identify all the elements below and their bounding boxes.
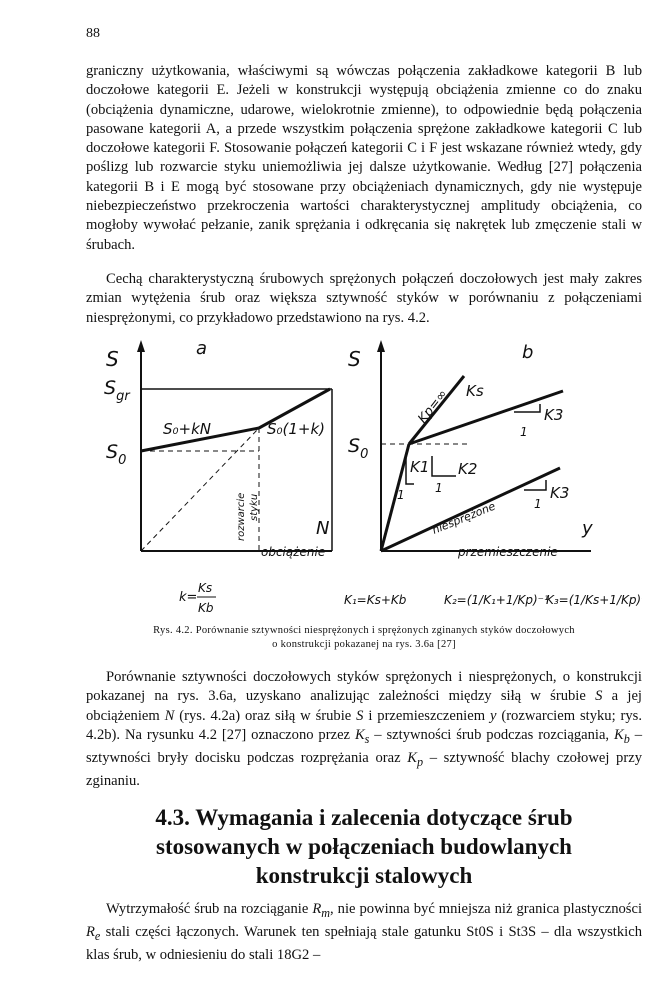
paragraph-4: Wytrzymałość śrub na rozciąganie $R_m$, nie powinna być mniejsza niż granica plastyczności $R_e$ stali części łączonych. Warunek ten spełniają stale gatunku St0S i St3S – dla wszystkich klas śrub, w odniesieniu do stali 18G2 – — [86, 901, 643, 964]
panel-b-ks: Ks — [466, 382, 484, 400]
paragraph-1: graniczny użytkowania, właściwymi są wówczas połączenia zakładkowe kategorii B lub doczołowe kategorii E. Jeżeli w konstrukcji występują obciążenia zmienne co do znaku (obciążenia dynamiczne, udarowe, wielokrotnie zmienne), to odpowiednie będą połączenia pasowane kategorii A, a przede wszystkim połączenia sprężone zakładkowe kategorii C lub doczołowe kategorii F. Stosowanie połączeń kategorii C i F jest wskazane również wtedy, gdy poślizg lub rozwarcie styku uniemożliwia jej dalsze użytkowanie. Według [27] połączenia kategorii B i E mogą być stosowane przy obciążeniach dynamicznych, gdy nie występuje niebezpieczeństwo przekroczenia wartości charakterystycznej amplitudy obciążenia, co mogłoby wywołać pełzanie, zanik sprężania i odkręcania się nakrętek lub zmęczenie stali w śrubach. — [86, 63, 642, 253]
panel-a-formula-num: Ks — [198, 581, 213, 595]
panel-b — [377, 340, 591, 551]
panel-a-point-label: S₀(1+k) — [267, 420, 326, 438]
panel-b-formula-k1: K₁=Ks+Kb — [344, 593, 407, 607]
panel-a-xlabel: obciążenie — [261, 545, 326, 559]
panel-b-k3-lower: K3 — [550, 484, 570, 502]
panel-a-s0: $S_0$ — [106, 441, 127, 468]
caption-line-1: Rys. 4.2. Porównanie sztywności niesprężonych i sprężonych zginanych styków doczołowych — [153, 625, 575, 636]
paragraph-3: Porównanie sztywności doczołowych styków sprężonych i niesprężonych, o konstrukcji pokazanej na rys. 3.6a, uzyskano analizując zależności między siłą w śrubie S a jej obciążeniem N (rys. 4.2a) oraz siłą w śrubie S i przemieszczeniem y (rozwarciem styku; rys. 4.2b). Na rysunku 4.2 [27] oznaczono przez $K_s$ – sztywności śrub podczas rozciągania, $K_b$ – sztywności bryły docisku podczas rozprężania oraz $K_p$ – sztywność blachy czołowej przy zginaniu. — [86, 669, 643, 790]
panel-a-line-label: S₀+kN — [163, 420, 212, 438]
panel-a — [137, 340, 332, 551]
panel-b-k1: K1 — [410, 458, 430, 476]
caption-line-2: o konstrukcji pokazanej na rys. 3.6a [27] — [272, 639, 456, 650]
page-number: 88 — [86, 26, 100, 41]
panel-b-k3-lower-triangle — [524, 480, 546, 490]
panel-b-one-mid: 1 — [435, 481, 443, 495]
panel-b-letter: b — [522, 342, 534, 363]
panel-b-niesprezone: niesprężone — [430, 499, 498, 537]
panel-a-y-arrow — [137, 340, 145, 352]
panel-b-one-lower: 1 — [534, 497, 542, 511]
panel-b-formula-k2: K₂=(1/K₁+1/Kp)⁻¹ — [444, 593, 549, 607]
heading-line-3: konstrukcji stalowych — [255, 863, 473, 888]
panel-b-formula-k3: K₃=(1/Ks+1/Kp)⁻¹ — [546, 593, 642, 607]
figure-4-2 — [86, 336, 642, 629]
paragraph-2: Cechą charakterystyczną śrubowych sprężonych połączeń doczołowych jest mały zakres zmian wytężenia śrub oraz większa sztywność styków w porównaniu z połączeniami niesprężonymi, co przykładowo przedstawiono na rys. 4.2. — [86, 271, 642, 326]
panel-a-sgr: $S_{gr}$ — [104, 377, 130, 404]
figure-caption — [86, 624, 642, 652]
panel-a-axis-x: N — [316, 518, 330, 539]
panel-b-axis-x: y — [582, 518, 593, 539]
figure-svg — [86, 336, 642, 624]
panel-a-vertical-label-1: rozwarcie — [236, 492, 247, 541]
heading-line-1: 4.3. Wymagania i zalecenia dotyczące śrub — [155, 805, 573, 830]
panel-a-axis-y: S — [106, 347, 119, 371]
panel-b-kp-inf: Kp=∞ — [415, 386, 451, 427]
panel-b-one-upper: 1 — [520, 425, 528, 439]
panel-b-xlabel: przemieszczenie — [458, 545, 558, 559]
panel-a-letter: a — [196, 338, 208, 359]
panel-b-k2-triangle — [432, 456, 456, 476]
panel-b-s0: $S_0$ — [348, 435, 369, 462]
heading-line-2: stosowanych w połączeniach budowlanych — [156, 834, 572, 859]
panel-b-k3-upper: K3 — [544, 406, 564, 424]
section-heading — [86, 803, 642, 890]
panel-b-y-arrow — [377, 340, 385, 352]
panel-b-k1-line — [381, 444, 409, 551]
panel-b-axis-y: S — [348, 347, 361, 371]
panel-a-formula-lhs: k= — [179, 590, 198, 605]
panel-a-vertical-label-2: styku — [249, 493, 260, 521]
panel-b-one-left: 1 — [397, 488, 405, 502]
panel-a-formula-den: Kb — [198, 601, 214, 615]
panel-b-k2: K2 — [458, 460, 478, 478]
